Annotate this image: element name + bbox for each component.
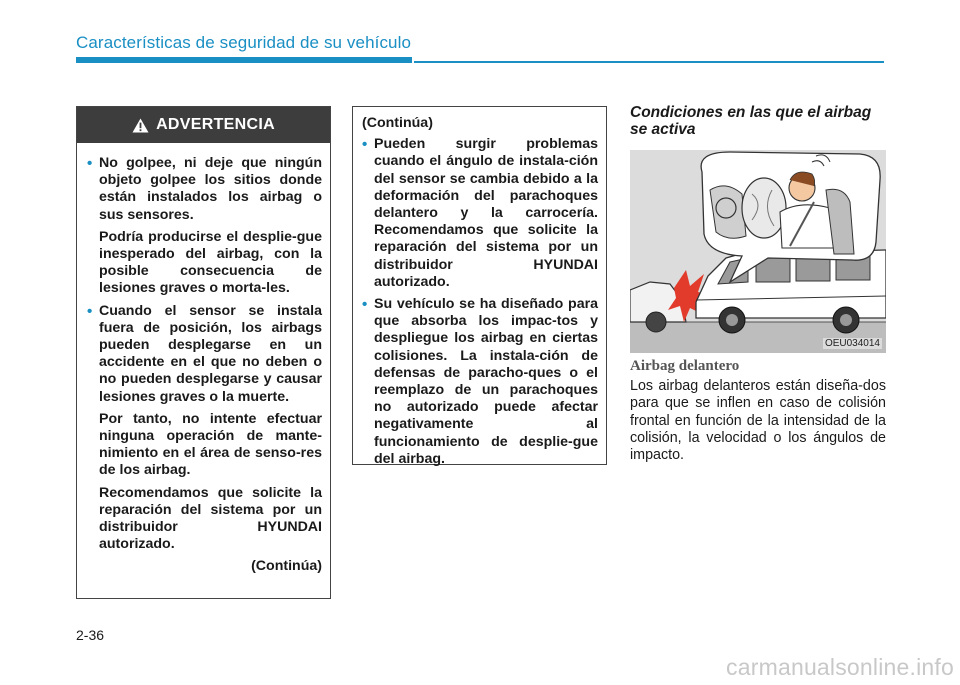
body-paragraph: Los airbag delanteros están diseña-dos para que se inflen en caso de colisión frontal en función de la intensidad de la colisión, la velocidad o los ángulos de impacto. xyxy=(630,378,886,464)
warning-text xyxy=(87,155,322,576)
section-header-title: Características de seguridad de su vehículo xyxy=(76,33,412,52)
warning-triangle-icon xyxy=(132,118,149,133)
page-number: 2-36 xyxy=(76,627,105,643)
warning-item-paragraph: Recomendamos que solicite la reparación del sistema por un distribuidor HYUNDAI autorizado. xyxy=(99,484,322,553)
watermark: carmanualsonline.info xyxy=(726,654,954,680)
continued-warning-box xyxy=(352,106,607,465)
warning-box xyxy=(76,106,331,599)
frontal-crash-illustration xyxy=(630,150,886,353)
continued-heading: (Continúa) xyxy=(362,115,433,131)
bullet: • xyxy=(87,302,93,320)
warning-heading-label: ADVERTENCIA xyxy=(156,116,275,133)
warning-heading xyxy=(77,107,330,143)
header-rule-thin xyxy=(414,61,884,63)
subsection-title: Airbag delantero xyxy=(630,358,740,374)
figure-code: OEU034014 xyxy=(824,338,880,349)
warning-item-paragraph: Por tanto, no intente efectuar ninguna operación de mante-nimiento en el área de senso-res de los airbag. xyxy=(99,410,322,479)
van-crash-drawing xyxy=(630,150,886,353)
continued-item-text: Su vehículo se ha diseñado para que absorba los impac-tos y despliegue los airbag en ciertas colisiones. La instala-ción de defensas de paracho-ques o el reemplazo de un parachoques no autorizado puede afectar negativamente al funcionamiento de desplie-gue del airbag. xyxy=(374,296,598,467)
continued-item-text: Pueden surgir problemas cuando el ángulo de instala-ción del sensor se cambia debido a la deformación del parachoques delantero y la carrocería. Recomendamos que solicite la reparación del sistema por un distribuidor HYUNDAI autorizado. xyxy=(374,136,598,290)
warning-item-text: No golpee, ni deje que ningún objeto golpee los sitios donde están instalados los airbag o sus sensores. xyxy=(99,155,322,223)
list-item xyxy=(87,303,322,406)
list-item xyxy=(362,296,598,468)
list-item xyxy=(87,155,322,224)
header-rule-thick xyxy=(76,57,412,63)
warning-item-paragraph: Podría producirse el desplie-gue inesperado del airbag, con la posible consecuencia de lesiones graves o morta-les. xyxy=(99,228,322,297)
section-title: Condiciones en las que el airbag se activa xyxy=(630,104,872,138)
bullet: • xyxy=(87,155,93,172)
bullet: • xyxy=(362,136,368,154)
bullet: • xyxy=(362,296,368,314)
continues-label: (Continúa) xyxy=(251,558,322,575)
continued-text xyxy=(362,115,598,473)
list-item xyxy=(362,136,598,291)
warning-item-text: Cuando el sensor se instala fuera de posición, los airbags pueden desplegarse en un accidente en el que no deben o no pueden desplegarse y causar lesiones graves o la muerte. xyxy=(99,302,322,405)
